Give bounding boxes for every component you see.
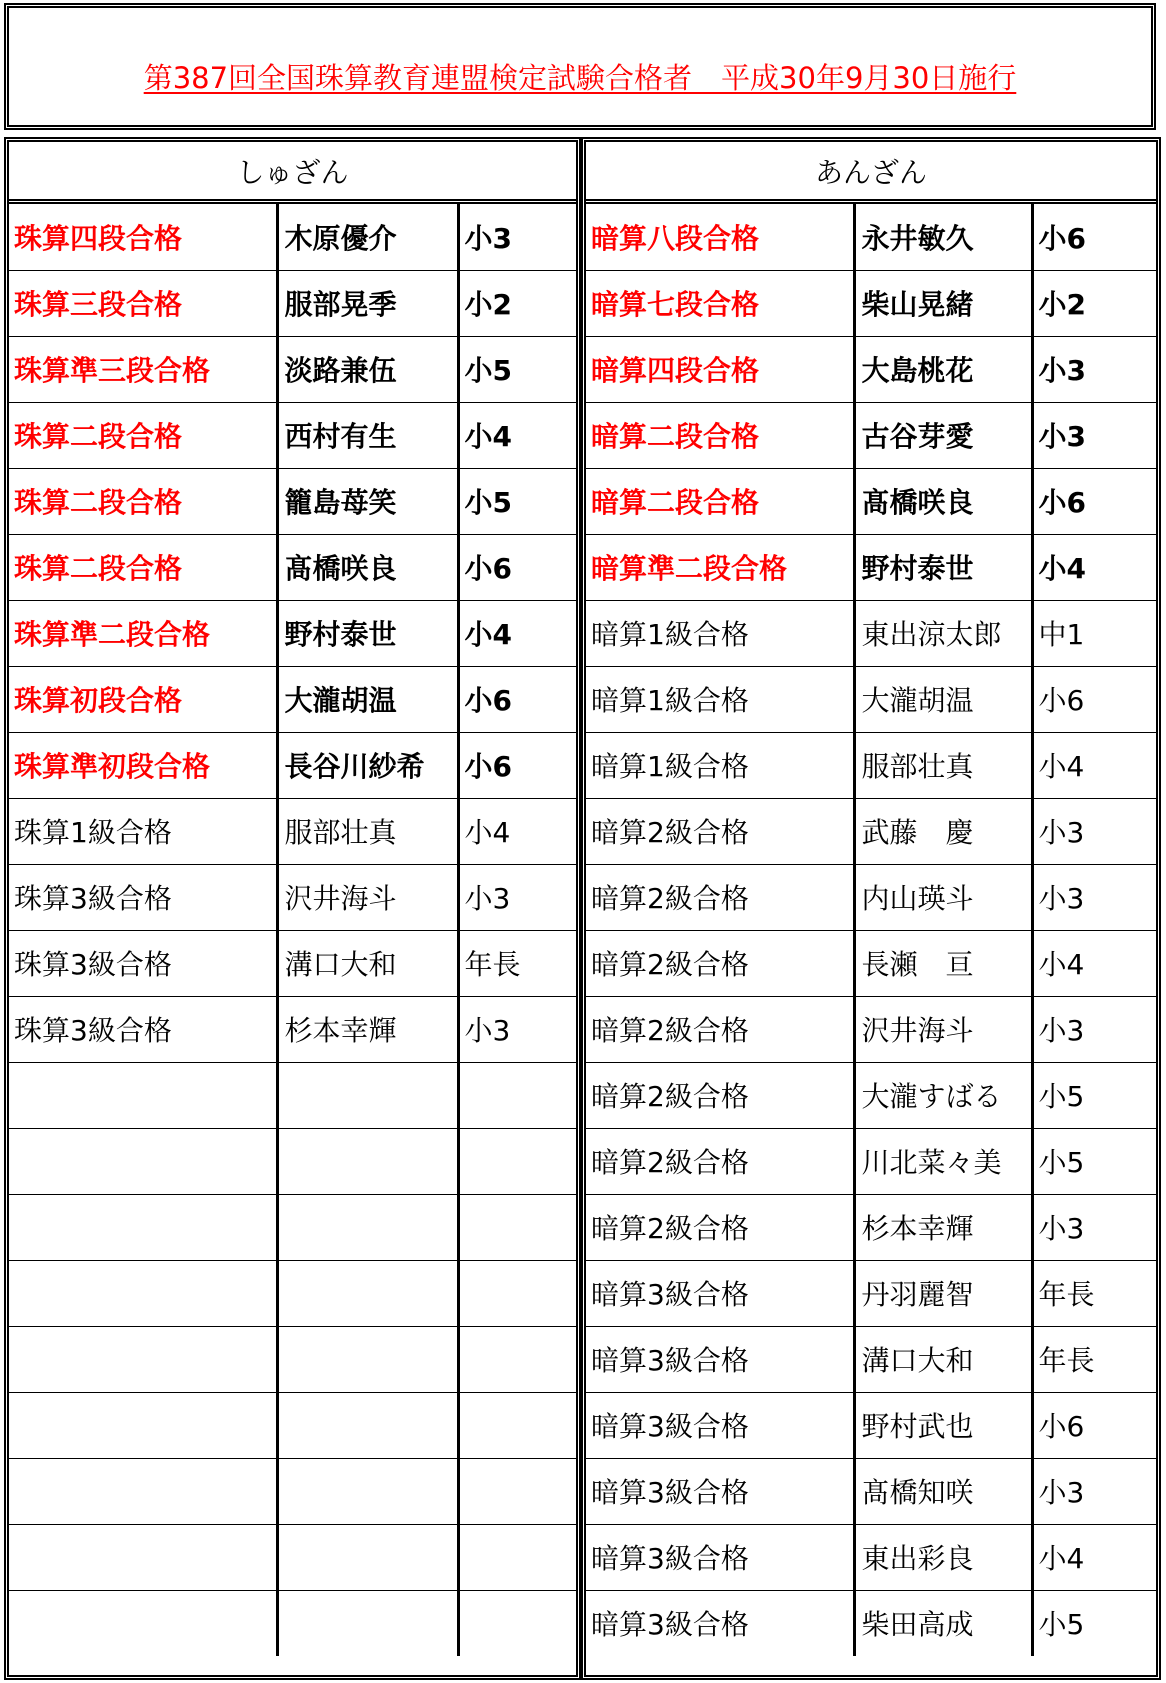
name-cell: 髙橋咲良 [277,534,458,600]
table-row [586,1194,1156,1260]
school-year-cell: 小3 [1032,1194,1156,1260]
grade-cell: 暗算3級合格 [591,1608,749,1642]
school-year-cell: 小6 [1032,666,1156,732]
grade-cell: 暗算1級合格 [586,666,854,732]
table-row [9,402,576,468]
grade-cell: 暗算2級合格 [586,1194,854,1260]
table-row [9,996,576,1062]
name-cell: 大瀧すばる [854,1062,1032,1128]
table-row [586,1392,1156,1458]
school-year-cell: 小6 [458,666,576,732]
name-cell: 武藤 慶 [854,798,1032,864]
school-year-cell: 小5 [1032,1590,1156,1656]
school-year-cell: 小2 [458,270,576,336]
shuzan-table-body [9,204,576,1656]
table-row [586,270,1156,336]
school-year-cell: 小4 [1032,732,1156,798]
name-cell: 籠島苺笑 [277,468,458,534]
shuzan-heading: しゅざん [9,142,576,204]
name-cell [277,1326,458,1392]
school-year-cell: 小4 [1032,930,1156,996]
table-row [586,732,1156,798]
grade-cell: 珠算3級合格 [9,930,277,996]
school-year-cell: 小6 [458,534,576,600]
table-row [586,1326,1156,1392]
grade-cell: 珠算四段合格 [9,204,277,270]
school-year-cell: 小4 [458,798,576,864]
table-row [9,1128,576,1194]
grade-cell: 暗算3級合格 [586,1260,854,1326]
table-row [9,864,576,930]
title-box [4,3,1156,130]
grade-cell [9,1326,277,1392]
table-row [586,1128,1156,1194]
grade-cell: 暗算2級合格 [586,1128,854,1194]
school-year-cell: 小3 [458,204,576,270]
table-row [9,1062,576,1128]
grade-cell: 暗算四段合格 [586,336,854,402]
results-sheet [4,3,1162,1681]
table-row [586,864,1156,930]
school-year-cell [458,1128,576,1194]
school-year-cell: 小3 [1032,336,1156,402]
name-cell: 大瀧胡温 [854,666,1032,732]
name-cell: 木原優介 [277,204,458,270]
grade-cell: 暗算2級合格 [586,864,854,930]
school-year-cell: 年長 [1032,1260,1156,1326]
grade-cell: 暗算3級合格 [586,1392,854,1458]
table-row [9,1524,576,1590]
grade-cell: 暗算1級合格 [586,600,854,666]
grade-cell: 珠算準初段合格 [9,732,277,798]
grade-cell: 暗算2級合格 [586,798,854,864]
school-year-cell: 小3 [1032,864,1156,930]
name-cell [277,1458,458,1524]
grade-cell [9,1524,277,1590]
grade-cell: 珠算初段合格 [9,666,277,732]
table-row [9,534,576,600]
name-cell [277,1062,458,1128]
table-row [9,930,576,996]
name-cell: 杉本幸輝 [854,1194,1032,1260]
shuzan-section [4,137,581,1680]
name-cell: 服部晃季 [277,270,458,336]
school-year-cell: 小4 [458,402,576,468]
school-year-cell: 小5 [458,468,576,534]
anzan-table [586,204,1156,1656]
name-cell: 西村有生 [277,402,458,468]
grade-cell: 珠算三段合格 [9,270,277,336]
name-cell: 淡路兼伍 [277,336,458,402]
school-year-cell: 小6 [1032,468,1156,534]
name-cell: 髙橋咲良 [854,468,1032,534]
name-cell: 古谷芽愛 [854,402,1032,468]
school-year-cell: 小6 [1032,204,1156,270]
school-year-cell: 年長 [458,930,576,996]
grade-cell: 珠算二段合格 [9,468,277,534]
school-year-cell: 年長 [1032,1326,1156,1392]
name-cell: 大島桃花 [854,336,1032,402]
school-year-cell: 中1 [1032,600,1156,666]
school-year-cell: 小4 [1032,534,1156,600]
table-row [9,468,576,534]
school-year-cell: 小3 [458,864,576,930]
name-cell: 野村武也 [854,1392,1032,1458]
school-year-cell: 小4 [1032,1524,1156,1590]
table-row [9,666,576,732]
table-row [586,402,1156,468]
name-cell: 永井敏久 [854,204,1032,270]
name-cell: 東出彩良 [854,1524,1032,1590]
name-cell: 野村泰世 [277,600,458,666]
shuzan-table [9,204,576,1656]
school-year-cell: 小3 [1032,996,1156,1062]
school-year-cell [458,1590,576,1656]
table-row [9,204,576,270]
grade-cell: 珠算二段合格 [9,534,277,600]
name-cell: 東出涼太郎 [854,600,1032,666]
anzan-section [581,137,1161,1680]
grade-cell: 暗算2級合格 [586,930,854,996]
table-row [586,930,1156,996]
name-cell: 服部壮真 [854,732,1032,798]
name-cell: 内山瑛斗 [854,864,1032,930]
grade-cell [9,1392,277,1458]
grade-cell: 暗算八段合格 [586,204,854,270]
table-row [586,1524,1156,1590]
name-cell: 長瀬 亘 [854,930,1032,996]
table-row [9,270,576,336]
grade-cell: 暗算2級合格 [586,996,854,1062]
name-cell: 服部壮真 [277,798,458,864]
name-cell: 沢井海斗 [854,996,1032,1062]
table-row [586,1590,1156,1656]
name-cell: 杉本幸輝 [277,996,458,1062]
name-cell: 髙橋知咲 [854,1458,1032,1524]
table-row [9,1590,576,1656]
school-year-cell: 小6 [1032,1392,1156,1458]
table-row [9,336,576,402]
anzan-table-body [586,204,1156,1656]
grade-cell: 暗算3級合格 [586,1326,854,1392]
table-row [586,798,1156,864]
school-year-cell: 小3 [1032,1458,1156,1524]
name-cell: 溝口大和 [854,1326,1032,1392]
grade-cell: 暗算3級合格 [586,1458,854,1524]
school-year-cell: 小3 [1032,798,1156,864]
name-cell: 溝口大和 [277,930,458,996]
school-year-cell: 小5 [1032,1062,1156,1128]
school-year-cell [458,1260,576,1326]
grade-cell [9,1260,277,1326]
school-year-cell [458,1524,576,1590]
table-row [9,1260,576,1326]
table-row [586,1458,1156,1524]
table-row [9,1392,576,1458]
school-year-cell: 小3 [458,996,576,1062]
grade-cell: 珠算3級合格 [9,996,277,1062]
school-year-cell: 小5 [1032,1128,1156,1194]
table-row [586,204,1156,270]
school-year-cell: 小2 [1032,270,1156,336]
table-row [586,600,1156,666]
grade-cell: 暗算二段合格 [586,402,854,468]
school-year-cell [458,1392,576,1458]
table-row [9,600,576,666]
grade-cell [9,1194,277,1260]
grade-cell: 暗算1級合格 [586,732,854,798]
grade-cell: 珠算二段合格 [9,402,277,468]
table-row [9,1458,576,1524]
grade-cell: 珠算準三段合格 [9,336,277,402]
name-cell [277,1524,458,1590]
name-cell: 野村泰世 [854,534,1032,600]
name-cell [277,1590,458,1656]
grade-cell [9,1590,277,1656]
grade-cell: 暗算3級合格 [586,1524,854,1590]
table-row [586,1260,1156,1326]
table-row [586,534,1156,600]
name-cell: 柴山晃緒 [854,270,1032,336]
school-year-cell [458,1458,576,1524]
table-row [586,1062,1156,1128]
grade-cell: 暗算二段合格 [586,468,854,534]
table-row [586,336,1156,402]
table-row [9,1194,576,1260]
table-row [586,996,1156,1062]
table-row [9,732,576,798]
anzan-heading: あんざん [586,142,1156,204]
page-title: 第387回全国珠算教育連盟検定試験合格者 平成30年9月30日施行 [143,61,1017,95]
school-year-cell [458,1194,576,1260]
school-year-cell [458,1062,576,1128]
grade-cell: 珠算3級合格 [9,864,277,930]
name-cell: 川北菜々美 [854,1128,1032,1194]
name-cell [277,1260,458,1326]
name-cell: 長谷川紗希 [277,732,458,798]
grade-cell: 暗算2級合格 [586,1062,854,1128]
table-row [9,1326,576,1392]
school-year-cell: 小4 [458,600,576,666]
name-cell [277,1194,458,1260]
name-cell: 沢井海斗 [277,864,458,930]
school-year-cell: 小3 [1032,402,1156,468]
grade-cell: 珠算準二段合格 [9,600,277,666]
name-cell: 大瀧胡温 [277,666,458,732]
grade-cell: 暗算七段合格 [586,270,854,336]
school-year-cell [458,1326,576,1392]
name-cell: 丹羽麗智 [854,1260,1032,1326]
name-cell [277,1392,458,1458]
school-year-cell: 小6 [458,732,576,798]
table-row [586,468,1156,534]
grade-cell [9,1062,277,1128]
grade-cell: 暗算準二段合格 [586,534,854,600]
table-row [586,666,1156,732]
table-row [9,798,576,864]
name-cell [277,1128,458,1194]
name-cell: 柴田高成 [854,1590,1032,1656]
grade-cell: 珠算1級合格 [9,798,277,864]
school-year-cell: 小5 [458,336,576,402]
grade-cell [9,1458,277,1524]
grade-cell [9,1128,277,1194]
